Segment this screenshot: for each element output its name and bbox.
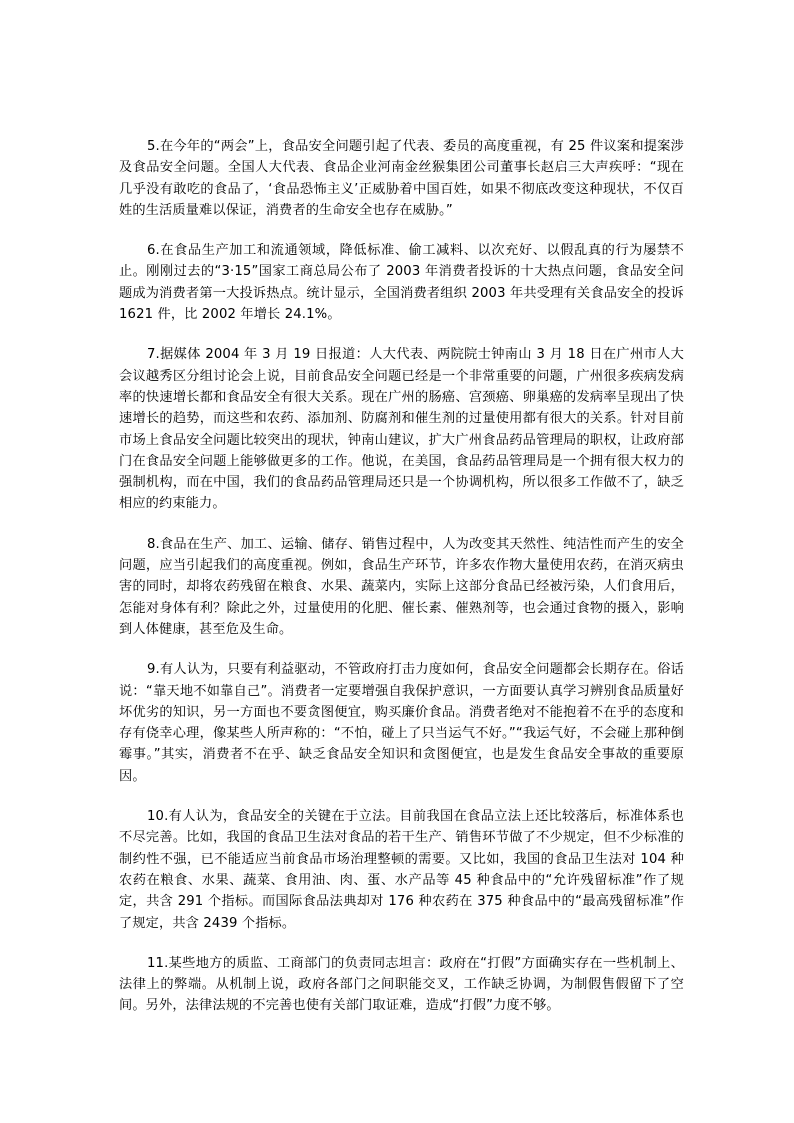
paragraph-6: 6.在食品生产加工和流通领域，降低标准、偷工减料、以次充好、以假乱真的行为屡禁不止。刚刚过去的“3·15”国家工商总局公布了 2003 年消费者投诉的十大热点问题，食品安全问题成为消费者第一大投诉热点。统计显示，全国消费者组织 2003 年共受理有关食品安全的投诉 1621 件，比 2002 年增长 24.1%。 — [119, 243, 684, 323]
paragraph-8: 8.食品在生产、加工、运输、储存、销售过程中，人为改变其天然性、纯洁性而产生的安全问题，应当引起我们的高度重视。例如，食品生产环节，许多农作物大量使用农药，在消灭病虫害的同时，却将农药残留在粮食、水果、蔬菜内，实际上这部分食品已经被污染，人们食用后，怎能对身体有利？除此之外，过量使用的化肥、催长素、催熟剂等，也会通过食物的摄入，影响到人体健康，甚至危及生命。 — [119, 536, 684, 637]
paragraph-10: 10.有人认为，食品安全的关键在于立法。目前我国在食品立法上还比较落后，标准体系也不尽完善。比如，我国的食品卫生法对食品的若干生产、销售环节做了不少规定，但不少标准的制约性不强，已不能适应当前食品市场治理整顿的需要。又比如，我国的食品卫生法对 104 种农药在粮食、水果、蔬菜、食用油、肉、蛋、水产品等 45 种食品中的“允许残留标准”作了规定，共含 291 个指标。而国际食品法典却对 176 种农药在 375 种食品中的“最高残留标准”作了规定，共含 2439 个指标。 — [119, 809, 684, 931]
paragraph-9: 9.有人认为，只要有利益驱动，不管政府打击力度如何，食品安全问题都会长期存在。俗话说：“靠天地不如靠自己”。消费者一定要增强自我保护意识，一方面要认真学习辨别食品质量好坏优劣的知识，另一方面也不要贪图便宜，购买廉价食品。消费者绝对不能抱着不在乎的态度和存有侥幸心理，像某些人所声称的：“不怕，碰上了只当运气不好。”“我运气好，不会碰上那种倒霉事。”其实，消费者不在乎、缺乏食品安全知识和贪图便宜，也是发生食品安全事故的重要原因。 — [119, 662, 684, 784]
document-page — [119, 136, 684, 1036]
paragraph-11: 11.某些地方的质监、工商部门的负责同志坦言：政府在“打假”方面确实存在一些机制上、法律上的弊端。从机制上说，政府各部门之间职能交叉，工作缺乏协调，为制假售假留下了空间。另外，法律法规的不完善也使有关部门取证难，造成“打假”力度不够。 — [119, 955, 684, 1014]
paragraph-5: 5.在今年的“两会”上，食品安全问题引起了代表、委员的高度重视，有 25 件议案和提案涉及食品安全问题。全国人大代表、食品企业河南金丝猴集团公司董事长赵启三大声疾呼：“现在几乎没有敢吃的食品了，‘食品恐怖主义’正威胁着中国百姓，如果不彻底改变这种现状，不仅百姓的生活质量难以保证，消费者的生命安全也存在威胁。” — [119, 139, 684, 218]
paragraph-7: 7.据媒体 2004 年 3 月 19 日报道：人大代表、两院院士钟南山 3 月 18 日在广州市人大会议越秀区分组讨论会上说，目前食品安全问题已经是一个非常重要的问题，广州很多疾病发病率的快速增长都和食品安全有很大关系。现在广州的肠癌、宫颈癌、卵巢癌的发病率呈现出了快速增长的趋势，而这些和农药、添加剂、防腐剂和催生剂的过量使用都有很大的关系。针对目前市场上食品安全问题比较突出的现状，钟南山建议，扩大广州食品药品管理局的职权，让政府部门在食品安全问题上能够做更多的工作。他说，在美国，食品药品管理局是一个拥有很大权力的强制机构，而在中国，我们的食品药品管理局还只是一个协调机构，所以很多工作做不了，缺乏相应的约束能力。 — [119, 347, 684, 512]
